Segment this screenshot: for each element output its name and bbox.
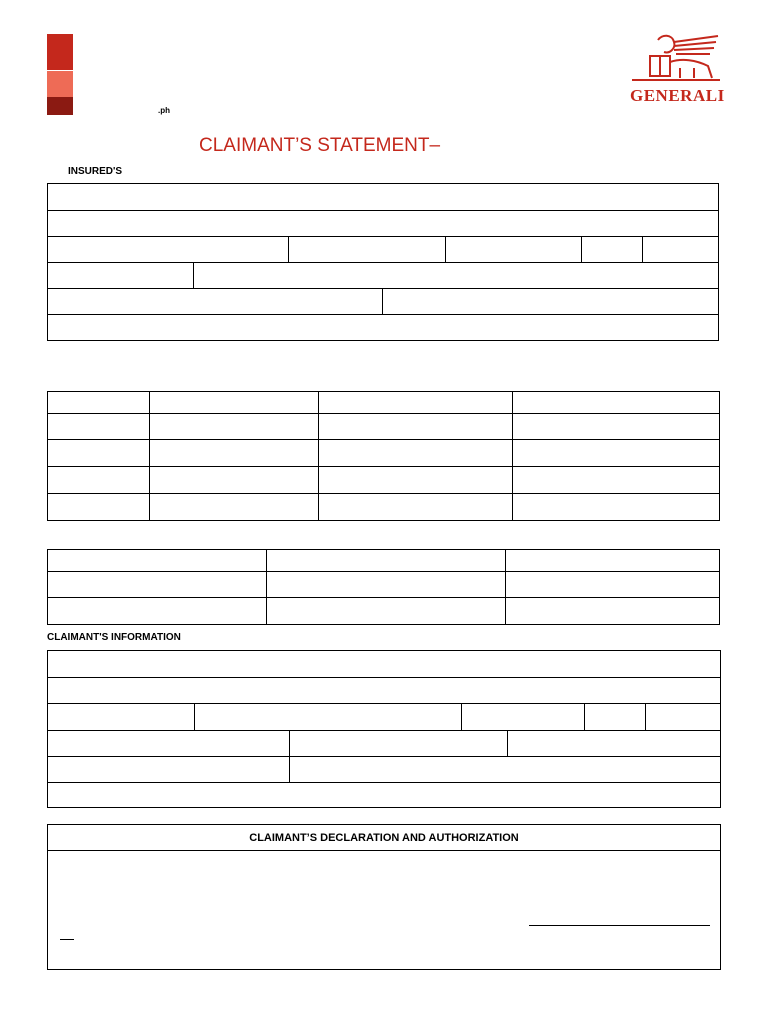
table-cell[interactable]: [48, 550, 267, 572]
insured-section-label: INSURED'S: [68, 166, 123, 177]
table-cell[interactable]: [150, 467, 319, 494]
form-field[interactable]: [507, 731, 508, 756]
table-cell[interactable]: [506, 572, 720, 598]
logo-text: GENERALI: [630, 86, 725, 105]
form-row: [48, 315, 718, 341]
table-cell[interactable]: [48, 414, 150, 440]
page-title: CLAIMANT’S STATEMENT–: [199, 135, 441, 156]
brand-bar-middle: [47, 71, 73, 97]
table-cell[interactable]: [48, 392, 150, 414]
winged-lion-icon: [630, 32, 722, 89]
table-cell[interactable]: [48, 572, 267, 598]
table-cell[interactable]: [48, 598, 267, 625]
declaration-box: [47, 824, 721, 970]
form-field[interactable]: [584, 704, 585, 730]
table-cell[interactable]: [48, 467, 150, 494]
form-field[interactable]: [288, 237, 289, 262]
form-row: [48, 704, 720, 731]
table-cell[interactable]: [150, 494, 319, 521]
brand-bar-top: [47, 34, 73, 70]
form-row: [48, 783, 720, 808]
form-row: [48, 757, 720, 783]
table-cell[interactable]: [506, 598, 720, 625]
brand-bar-bottom: [47, 97, 73, 115]
beneficiary-table: [47, 549, 720, 625]
table-cell[interactable]: [319, 392, 513, 414]
policy-table: [47, 391, 720, 521]
table-cell[interactable]: [150, 440, 319, 467]
table-cell[interactable]: [513, 392, 720, 414]
declaration-heading: CLAIMANT’S DECLARATION AND AUTHORIZATION: [48, 825, 720, 851]
form-row: [48, 263, 718, 289]
form-field[interactable]: [289, 731, 290, 756]
form-row: [48, 731, 720, 757]
form-row: [48, 184, 718, 211]
table-cell[interactable]: [319, 440, 513, 467]
table-cell[interactable]: [48, 440, 150, 467]
form-row: [48, 678, 720, 704]
table-cell[interactable]: [150, 414, 319, 440]
form-field[interactable]: [645, 704, 646, 730]
table-cell[interactable]: [513, 494, 720, 521]
form-field[interactable]: [642, 237, 643, 262]
table-cell[interactable]: [513, 414, 720, 440]
table-cell[interactable]: [267, 572, 506, 598]
table-cell[interactable]: [150, 392, 319, 414]
form-field[interactable]: [445, 237, 446, 262]
table-cell[interactable]: [267, 550, 506, 572]
table-cell[interactable]: [267, 598, 506, 625]
insured-info-form: [47, 183, 719, 341]
domain-suffix: .ph: [158, 106, 170, 115]
form-field[interactable]: [461, 704, 462, 730]
table-cell[interactable]: [48, 494, 150, 521]
table-cell[interactable]: [513, 440, 720, 467]
form-row: [48, 237, 718, 263]
form-field[interactable]: [193, 263, 194, 288]
claimant-info-form: [47, 650, 721, 808]
form-row: [48, 651, 720, 678]
form-field[interactable]: [382, 289, 383, 314]
form-row: [48, 211, 718, 237]
form-field[interactable]: [194, 704, 195, 730]
form-field[interactable]: [289, 757, 290, 782]
table-cell[interactable]: [319, 467, 513, 494]
date-line[interactable]: [60, 939, 74, 940]
table-cell[interactable]: [319, 414, 513, 440]
form-field[interactable]: [581, 237, 582, 262]
table-cell[interactable]: [319, 494, 513, 521]
form-row: [48, 289, 718, 315]
signature-line[interactable]: [529, 925, 710, 926]
claimant-section-label: CLAIMANT'S INFORMATION: [47, 632, 181, 643]
table-cell[interactable]: [506, 550, 720, 572]
table-cell[interactable]: [513, 467, 720, 494]
